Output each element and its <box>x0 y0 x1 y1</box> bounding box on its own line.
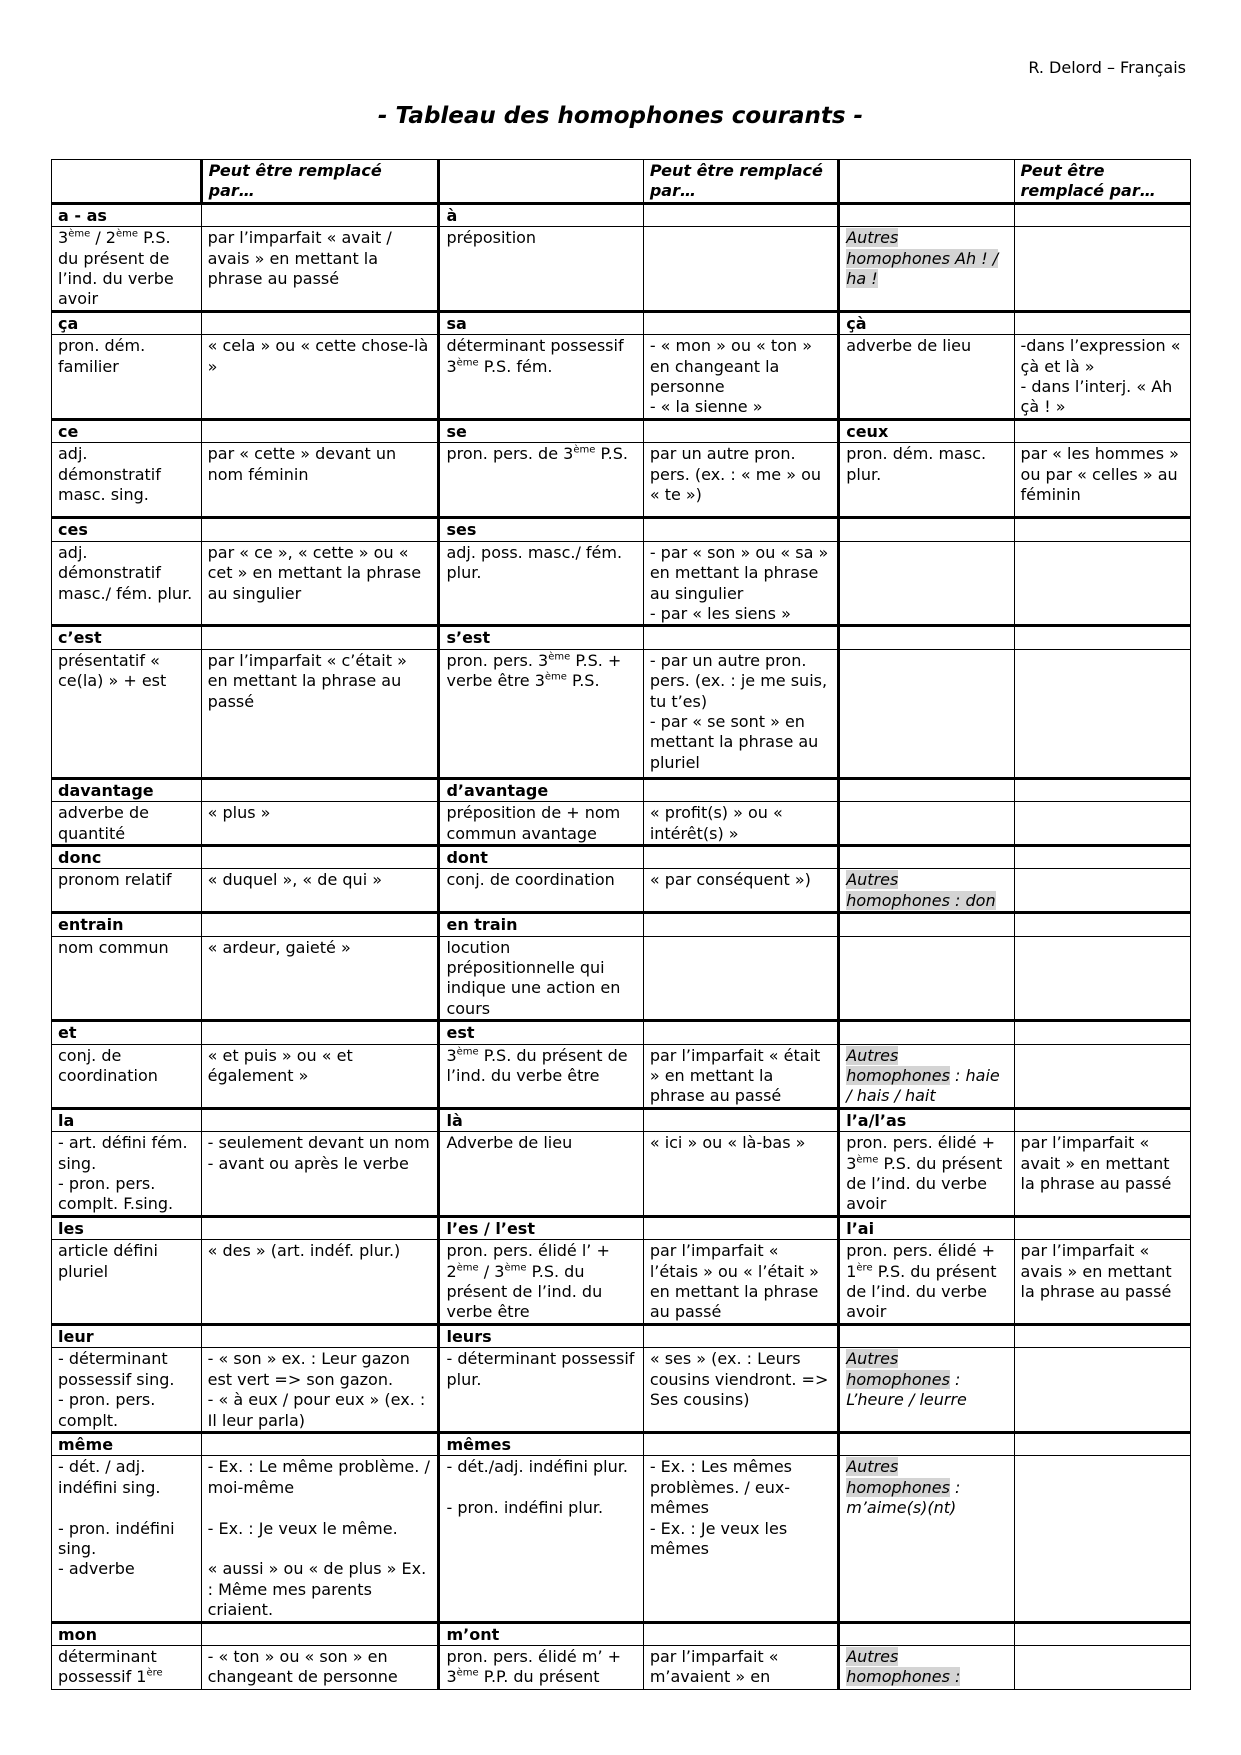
word-cell: ceux <box>839 419 1014 442</box>
definition-cell: locution prépositionnelle qui indique une action en cours <box>439 936 643 1021</box>
definition-cell: - déterminant possessif sing. - pron. pers. complt. <box>52 1348 202 1433</box>
table-row <box>52 1432 1191 1455</box>
table-row <box>52 1324 1191 1347</box>
replacement-cell: par l’imparfait « l’étais » ou « l’était » en mettant la phrase au passé <box>643 1240 838 1325</box>
definition-cell: adverbe de lieu <box>839 335 1014 420</box>
table-row <box>52 1240 1191 1325</box>
table-row <box>52 936 1191 1021</box>
replacement-cell: par l’imparfait « avais » en mettant la phrase au passé <box>1014 1240 1190 1325</box>
word-cell: la <box>52 1108 202 1131</box>
definition-cell: pron. pers. de 3ème P.S. <box>439 443 643 518</box>
header-empty <box>839 160 1014 204</box>
table-row <box>52 913 1191 936</box>
table-row <box>52 1645 1191 1689</box>
word-cell: les <box>52 1216 202 1239</box>
word-cell: entrain <box>52 913 202 936</box>
word-cell: mon <box>52 1622 202 1645</box>
replacement-cell: - Ex. : Le même problème. / moi-même - Ex. : Je veux le même. « aussi » ou « de plus » Ex. : Même mes parents criaient. <box>201 1456 439 1622</box>
replacement-cell: « duquel », « de qui » <box>201 869 439 913</box>
table-row <box>52 335 1191 420</box>
word-cell <box>839 203 1014 226</box>
other-homophones-cell: Autres homophones : don <box>839 869 1014 913</box>
table-row <box>52 1456 1191 1622</box>
definition-cell: - dét./adj. indéfini plur. - pron. indéfini plur. <box>439 1456 643 1622</box>
table-row <box>52 419 1191 442</box>
word-cell: ça <box>52 311 202 334</box>
definition-cell: adj. poss. masc./ fém. plur. <box>439 541 643 626</box>
definition-cell: déterminant possessif 1ère <box>52 1645 202 1689</box>
table-row <box>52 203 1191 226</box>
definition-cell: pron. dém. masc. plur. <box>839 443 1014 518</box>
definition-cell: préposition de + nom commun avantage <box>439 802 643 846</box>
word-cell: là <box>439 1108 643 1131</box>
replacement-cell: « ardeur, gaieté » <box>201 936 439 1021</box>
word-cell: m’ont <box>439 1622 643 1645</box>
table-row <box>52 802 1191 846</box>
replacement-cell: « des » (art. indéf. plur.) <box>201 1240 439 1325</box>
replacement-cell: « par conséquent ») <box>643 869 838 913</box>
word-cell: c’est <box>52 626 202 649</box>
header-cell: Peut être remplacé par… <box>643 160 838 204</box>
page-title: - Tableau des homophones courants - <box>377 103 864 129</box>
header-cell: Peut être remplacé par… <box>1014 160 1190 204</box>
replacement-cell: - « ton » ou « son » en changeant de personne <box>201 1645 439 1689</box>
word-cell: leur <box>52 1324 202 1347</box>
definition-cell: nom commun <box>52 936 202 1021</box>
author-label: R. Delord – Français <box>1028 58 1186 77</box>
replacement-cell: « cela » ou « cette chose-là » <box>201 335 439 420</box>
definition-cell: conj. de coordination <box>52 1044 202 1108</box>
word-cell: d’avantage <box>439 778 643 801</box>
table-row <box>52 311 1191 334</box>
word-cell: à <box>439 203 643 226</box>
header-empty <box>439 160 643 204</box>
table-row <box>52 1132 1191 1217</box>
table-row <box>52 845 1191 868</box>
replacement-cell: « et puis » ou « et également » <box>201 1044 439 1108</box>
replacement-cell: par l’imparfait « m’avaient » en <box>643 1645 838 1689</box>
other-homophones-cell: Autres homophones Ah ! / ha ! <box>839 227 1014 312</box>
word-cell: davantage <box>52 778 202 801</box>
table-row <box>52 626 1191 649</box>
definition-cell: pron. pers. élidé + 1ère P.S. du présent de l’ind. du verbe avoir <box>839 1240 1014 1325</box>
definition-cell: - déterminant possessif plur. <box>439 1348 643 1433</box>
replacement-cell: par « ce », « cette » ou « cet » en mettant la phrase au singulier <box>201 541 439 626</box>
table-row <box>52 1108 1191 1131</box>
definition-cell: conj. de coordination <box>439 869 643 913</box>
replacement-cell <box>643 227 838 312</box>
word-cell: leurs <box>439 1324 643 1347</box>
definition-cell: - art. défini fém. sing. - pron. pers. complt. F.sing. <box>52 1132 202 1217</box>
table-row <box>52 518 1191 541</box>
definition-cell: pron. pers. élidé m’ + 3ème P.P. du présent <box>439 1645 643 1689</box>
table-row <box>52 541 1191 626</box>
replacement-cell: par l’imparfait « avait » en mettant la phrase au passé <box>1014 1132 1190 1217</box>
table-row <box>52 1044 1191 1108</box>
definition-cell: déterminant possessif 3ème P.S. fém. <box>439 335 643 420</box>
replacement-cell: - Ex. : Les mêmes problèmes. / eux-mêmes - Ex. : Je veux les mêmes <box>643 1456 838 1622</box>
word-cell: ses <box>439 518 643 541</box>
replacement-cell: - par « son » ou « sa » en mettant la phrase au singulier - par « les siens » <box>643 541 838 626</box>
word-cell: çà <box>839 311 1014 334</box>
word-cell: et <box>52 1021 202 1044</box>
definition-cell: présentatif « ce(la) » + est <box>52 649 202 778</box>
replacement-cell: par un autre pron. pers. (ex. : « me » ou « te ») <box>643 443 838 518</box>
definition-cell: 3ème / 2ème P.S. du présent de l’ind. du verbe avoir <box>52 227 202 312</box>
homophones-table <box>51 159 1191 1690</box>
replacement-cell: - « mon » ou « ton » en changeant la personne - « la sienne » <box>643 335 838 420</box>
word-cell: a - as <box>52 203 202 226</box>
word-cell: sa <box>439 311 643 334</box>
table-row <box>52 227 1191 312</box>
replacement-cell: « ici » ou « là-bas » <box>643 1132 838 1217</box>
table-row <box>52 649 1191 778</box>
replacement-cell: par l’imparfait « était » en mettant la phrase au passé <box>643 1044 838 1108</box>
word-cell: se <box>439 419 643 442</box>
definition-cell: pron. pers. élidé + 3ème P.S. du présent de l’ind. du verbe avoir <box>839 1132 1014 1217</box>
replacement-cell: par « les hommes » ou par « celles » au féminin <box>1014 443 1190 518</box>
table-row <box>52 443 1191 518</box>
header-empty <box>52 160 202 204</box>
word-cell: s’est <box>439 626 643 649</box>
definition-cell: article défini pluriel <box>52 1240 202 1325</box>
word-cell: l’es / l’est <box>439 1216 643 1239</box>
definition-cell: pron. dém. familier <box>52 335 202 420</box>
word-cell: est <box>439 1021 643 1044</box>
definition-cell: préposition <box>439 227 643 312</box>
word-cell: l’a/l’as <box>839 1108 1014 1131</box>
table-row <box>52 869 1191 913</box>
word-cell: en train <box>439 913 643 936</box>
word-cell: ces <box>52 518 202 541</box>
replacement-cell: - par un autre pron. pers. (ex. : je me suis, tu t’es) - par « se sont » en mettant la phrase au pluriel <box>643 649 838 778</box>
replacement-cell: par l’imparfait « c’était » en mettant la phrase au passé <box>201 649 439 778</box>
table-row <box>52 1021 1191 1044</box>
definition-cell: Adverbe de lieu <box>439 1132 643 1217</box>
definition-cell: adj. démonstratif masc. sing. <box>52 443 202 518</box>
replacement-cell: « ses » (ex. : Leurs cousins viendront. => Ses cousins) <box>643 1348 838 1433</box>
table-row <box>52 1216 1191 1239</box>
replacement-cell: -dans l’expression « çà et là » - dans l’interj. « Ah çà ! » <box>1014 335 1190 420</box>
table-row <box>52 1348 1191 1433</box>
word-cell: même <box>52 1432 202 1455</box>
definition-cell: - dét. / adj. indéfini sing. - pron. indéfini sing. - adverbe <box>52 1456 202 1622</box>
table-header-row <box>52 160 1191 204</box>
definition-cell: pron. pers. 3ème P.S. + verbe être 3ème P.S. <box>439 649 643 778</box>
definition-cell: 3ème P.S. du présent de l’ind. du verbe être <box>439 1044 643 1108</box>
header-cell: Peut être remplacé par… <box>201 160 439 204</box>
word-cell: dont <box>439 845 643 868</box>
other-homophones-cell: Autres homophones : haie / hais / hait <box>839 1044 1014 1108</box>
word-cell: mêmes <box>439 1432 643 1455</box>
other-homophones-cell: Autres homophones : <box>839 1645 1014 1689</box>
word-cell: donc <box>52 845 202 868</box>
word-cell: l’ai <box>839 1216 1014 1239</box>
other-homophones-cell: Autres homophones : m’aime(s)(nt) <box>839 1456 1014 1622</box>
replacement-cell: - seulement devant un nom - avant ou après le verbe <box>201 1132 439 1217</box>
replacement-cell: par « cette » devant un nom féminin <box>201 443 439 518</box>
replacement-cell: par l’imparfait « avait / avais » en mettant la phrase au passé <box>201 227 439 312</box>
definition-cell: pron. pers. élidé l’ + 2ème / 3ème P.S. du présent de l’ind. du verbe être <box>439 1240 643 1325</box>
replacement-cell: - « son » ex. : Leur gazon est vert => son gazon. - « à eux / pour eux » (ex. : Il leur parla) <box>201 1348 439 1433</box>
definition-cell: adj. démonstratif masc./ fém. plur. <box>52 541 202 626</box>
replacement-cell: « profit(s) » ou « intérêt(s) » <box>643 802 838 846</box>
table-row <box>52 1622 1191 1645</box>
replacement-cell: « plus » <box>201 802 439 846</box>
other-homophones-cell: Autres homophones : L’heure / leurre <box>839 1348 1014 1433</box>
definition-cell: pronom relatif <box>52 869 202 913</box>
table-row <box>52 778 1191 801</box>
definition-cell: adverbe de quantité <box>52 802 202 846</box>
word-cell: ce <box>52 419 202 442</box>
